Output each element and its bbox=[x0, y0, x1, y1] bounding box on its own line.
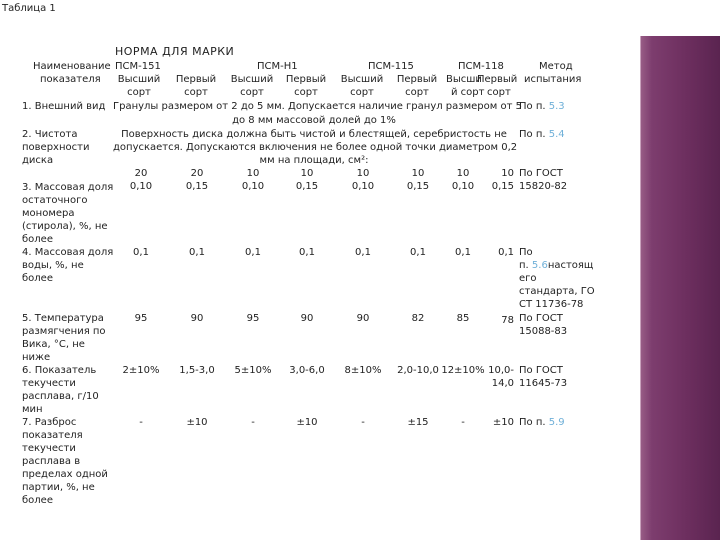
value-cell: 0,10 bbox=[351, 181, 375, 192]
grade-cell: Первый bbox=[396, 74, 438, 85]
grade-cell: Высши bbox=[446, 74, 482, 85]
row7-name: партии, %, не bbox=[22, 482, 95, 493]
row5-name: 5. Температура bbox=[22, 313, 104, 324]
grade-cell: Высший bbox=[340, 74, 384, 85]
row5-method: По ГОСТ bbox=[519, 313, 563, 324]
value-cell: 90 bbox=[190, 313, 204, 324]
row1-name: 1. Внешний вид bbox=[22, 101, 106, 112]
row3-name: более bbox=[22, 234, 53, 245]
value-cell: 20 bbox=[134, 168, 148, 179]
value-cell: 0,1 bbox=[355, 247, 371, 258]
method-header-2: испытания bbox=[524, 74, 582, 85]
value-cell: 1,5-3,0 bbox=[179, 365, 215, 376]
grade-cell: Первый bbox=[175, 74, 217, 85]
value-cell: ±10 bbox=[296, 417, 318, 428]
row4-method: его bbox=[519, 273, 537, 284]
value-cell: 85 bbox=[456, 313, 470, 324]
row2-text: мм на площади, см²: bbox=[259, 155, 369, 166]
row4-method bbox=[519, 259, 593, 272]
value-cell: 0,15 bbox=[295, 181, 319, 192]
value-cell: 82 bbox=[411, 313, 425, 324]
value-cell: 0,1 bbox=[189, 247, 205, 258]
value-cell: 0,15 bbox=[491, 181, 514, 192]
value-cell: 10 bbox=[356, 168, 370, 179]
grade-cell: Первый bbox=[285, 74, 327, 85]
value-cell: 78 bbox=[501, 315, 514, 326]
brand-psmn1: ПСМ-Н1 bbox=[257, 61, 298, 72]
value-cell: 12±10% bbox=[441, 365, 485, 376]
grade-cell: й сорт bbox=[451, 87, 485, 98]
row6-method: По ГОСТ bbox=[519, 365, 563, 376]
row1-text: до 8 мм массовой долей до 1% bbox=[232, 115, 396, 126]
row4-method: СТ 11736-78 bbox=[519, 299, 584, 310]
row3-method: По ГОСТ bbox=[519, 168, 563, 179]
value-cell: 95 bbox=[246, 313, 260, 324]
value-cell: - bbox=[461, 417, 465, 428]
row7-name: показателя bbox=[22, 430, 83, 441]
row2-name: поверхности bbox=[22, 142, 90, 153]
value-cell: 10 bbox=[501, 168, 514, 179]
row4-method: По bbox=[519, 247, 533, 258]
value-cell: 0,15 bbox=[185, 181, 209, 192]
row6-method: 11645-73 bbox=[519, 378, 568, 389]
column-name-header: Наименование bbox=[33, 61, 111, 72]
value-cell: 0,10 bbox=[451, 181, 475, 192]
row4-name: более bbox=[22, 273, 53, 284]
row3-name: мономера bbox=[22, 208, 75, 219]
brand-psm151: ПСМ-151 bbox=[115, 61, 161, 72]
value-cell: 0,1 bbox=[133, 247, 149, 258]
row7-name: текучести bbox=[22, 443, 76, 454]
row7-method bbox=[519, 416, 565, 429]
row7-name: расплава в bbox=[22, 456, 81, 467]
method-header: Метод bbox=[539, 61, 573, 72]
brand-psm118: ПСМ-118 bbox=[458, 61, 504, 72]
norm-title: НОРМА ДЛЯ МАРКИ bbox=[115, 45, 235, 58]
row1-method-link[interactable]: 5.3 bbox=[548, 101, 565, 112]
value-cell: 10,0- bbox=[488, 365, 514, 376]
value-cell: ±15 bbox=[407, 417, 429, 428]
value-cell: 2±10% bbox=[122, 365, 160, 376]
row5-name: размягчения по bbox=[22, 326, 106, 337]
column-name-header-2: показателя bbox=[40, 74, 101, 85]
value-cell: 0,1 bbox=[455, 247, 471, 258]
row4-method-suffix: настоящ bbox=[547, 260, 594, 271]
row2-text: Поверхность диска должна быть чистой и блестящей, серебристость не bbox=[121, 129, 507, 140]
row7-method-link[interactable]: 5.9 bbox=[548, 417, 565, 428]
row3-name: 3. Массовая доля bbox=[22, 182, 114, 193]
grade-cell: сорт bbox=[184, 87, 208, 98]
row2-method-prefix: По п. bbox=[519, 129, 546, 140]
value-cell: 10 bbox=[246, 168, 260, 179]
row5-name: ниже bbox=[22, 352, 51, 363]
value-cell: 5±10% bbox=[234, 365, 272, 376]
row7-method-prefix: По п. bbox=[519, 417, 546, 428]
row7-name: более bbox=[22, 495, 53, 506]
value-cell: 90 bbox=[356, 313, 370, 324]
decorative-side-panel bbox=[640, 36, 720, 540]
row7-name: 7. Разброс bbox=[22, 417, 77, 428]
row4-method: стандарта, ГО bbox=[519, 286, 595, 297]
row5-name: Вика, °С, не bbox=[22, 339, 85, 350]
value-cell: - bbox=[251, 417, 255, 428]
grade-cell: Первый bbox=[477, 74, 518, 85]
row2-text: допускается. Допускаются включения не более одной точки диаметром 0,2 bbox=[113, 142, 518, 153]
value-cell: 95 bbox=[134, 313, 148, 324]
value-cell: 90 bbox=[300, 313, 314, 324]
row2-method-link[interactable]: 5.4 bbox=[548, 129, 565, 140]
value-cell: 0,10 bbox=[241, 181, 265, 192]
row1-method-prefix: По п. bbox=[519, 101, 546, 112]
value-cell: 0,15 bbox=[406, 181, 430, 192]
grade-cell: Высший bbox=[230, 74, 274, 85]
grade-cell: сорт bbox=[487, 87, 511, 98]
row1-text: Гранулы размером от 2 до 5 мм. Допускается наличие гранул размером от 5 bbox=[113, 101, 522, 112]
grade-cell: сорт bbox=[127, 87, 151, 98]
value-cell-continued: 14,0 bbox=[491, 378, 514, 389]
row2-name: 2. Чистота bbox=[22, 129, 78, 140]
grade-cell: сорт bbox=[405, 87, 429, 98]
row4-name: воды, %, не bbox=[22, 260, 84, 271]
value-cell: 20 bbox=[190, 168, 204, 179]
row3-method: 15820-82 bbox=[519, 181, 568, 192]
value-cell: 0,1 bbox=[299, 247, 315, 258]
value-cell: 10 bbox=[300, 168, 314, 179]
row4-method-prefix: п. bbox=[519, 260, 529, 271]
row4-name: 4. Массовая доля bbox=[22, 247, 114, 258]
value-cell: 0,1 bbox=[410, 247, 426, 258]
row7-name: пределах одной bbox=[22, 469, 108, 480]
value-cell: 0,1 bbox=[245, 247, 261, 258]
value-cell: ±10 bbox=[492, 417, 514, 428]
value-cell: 2,0-10,0 bbox=[397, 365, 439, 376]
table-caption: Таблица 1 bbox=[2, 3, 56, 14]
row2-name: диска bbox=[22, 155, 54, 166]
value-cell: ±10 bbox=[186, 417, 208, 428]
row3-name: остаточного bbox=[22, 195, 88, 206]
grade-cell: сорт bbox=[240, 87, 264, 98]
row4-method-link[interactable]: 5.6 bbox=[531, 260, 548, 271]
value-cell: 10 bbox=[456, 168, 470, 179]
row6-name: расплава, г/10 bbox=[22, 391, 99, 402]
grade-cell: Высший bbox=[117, 74, 161, 85]
row6-name: текучести bbox=[22, 378, 76, 389]
row6-name: 6. Показатель bbox=[22, 365, 97, 376]
value-cell: 0,10 bbox=[129, 181, 153, 192]
row3-name: (стирола), %, не bbox=[22, 221, 108, 232]
row2-method bbox=[519, 128, 565, 141]
value-cell: - bbox=[361, 417, 365, 428]
value-cell: - bbox=[139, 417, 143, 428]
value-cell: 10 bbox=[411, 168, 425, 179]
grade-cell: сорт bbox=[350, 87, 374, 98]
row5-method: 15088-83 bbox=[519, 326, 568, 337]
row6-name: мин bbox=[22, 404, 43, 415]
grade-cell: сорт bbox=[294, 87, 318, 98]
brand-psm115: ПСМ-115 bbox=[368, 61, 414, 72]
row1-method bbox=[519, 100, 565, 113]
value-cell: 3,0-6,0 bbox=[289, 365, 325, 376]
value-cell: 0,1 bbox=[498, 247, 514, 258]
value-cell: 8±10% bbox=[344, 365, 382, 376]
